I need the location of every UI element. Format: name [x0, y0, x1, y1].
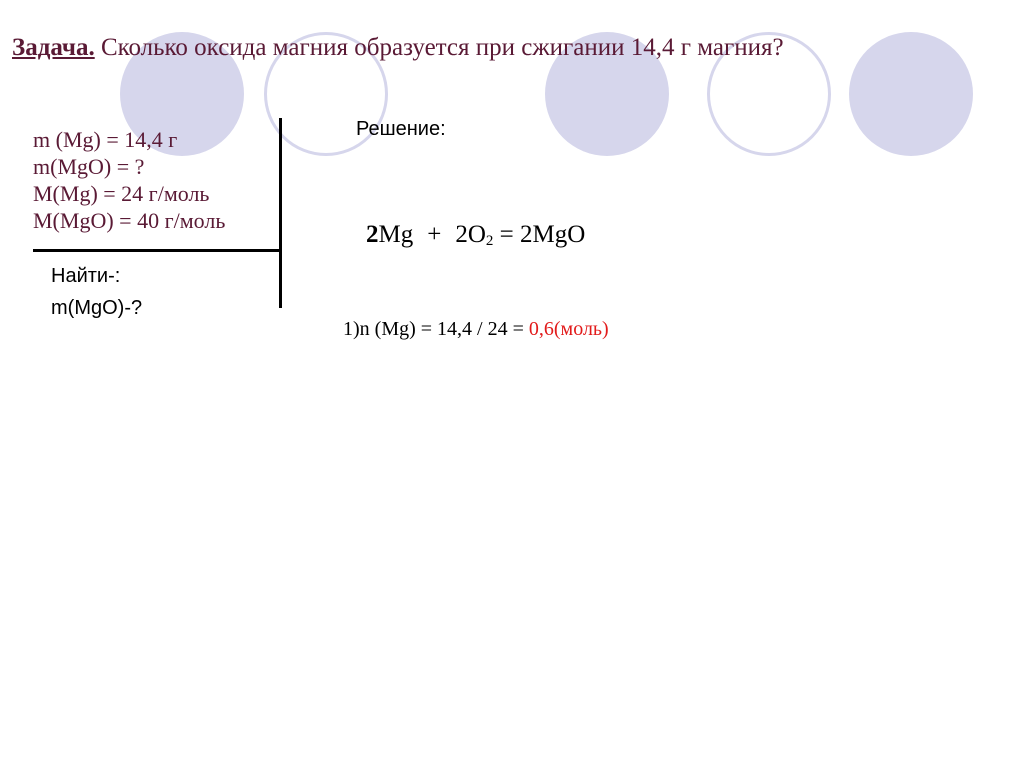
- equation-reactant-1: Mg: [378, 221, 414, 248]
- find-block: [51, 260, 142, 324]
- given-divider-horizontal: [33, 249, 281, 252]
- equation-equals: =: [499, 221, 514, 248]
- problem-label: Задача.: [12, 34, 95, 61]
- solution-title: Решение:: [356, 118, 446, 140]
- step-1-answer: 0,6(моль): [528, 318, 609, 340]
- decorative-circle-filled: [849, 32, 973, 156]
- given-block: [33, 126, 225, 234]
- problem-title: [12, 34, 784, 62]
- solution-step-1: [343, 318, 609, 341]
- equation-coefficient: 2: [366, 221, 379, 248]
- given-line: m (Mg) = 14,4 г: [33, 127, 178, 152]
- equation-subscript: 2: [485, 233, 494, 249]
- problem-question: Сколько оксида магния образуется при сжигании 14,4 г магния?: [94, 34, 784, 61]
- equation-product: 2MgO: [520, 221, 586, 248]
- find-value: m(MgO)-?: [51, 297, 143, 319]
- reaction-equation: [366, 221, 585, 250]
- equation-plus: +: [427, 221, 442, 248]
- equation-reactant-2: [455, 221, 493, 248]
- given-divider-vertical: [279, 118, 282, 308]
- given-line: m(MgO) = ?: [33, 154, 145, 179]
- find-label: Найти-:: [51, 265, 121, 287]
- step-1-expression: 1)n (Mg) = 14,4 / 24 =: [343, 318, 529, 340]
- given-line: M(Mg) = 24 г/моль: [33, 181, 210, 206]
- equation-reactant-2-formula: 2O: [455, 221, 486, 248]
- given-line: M(MgO) = 40 г/моль: [33, 208, 226, 233]
